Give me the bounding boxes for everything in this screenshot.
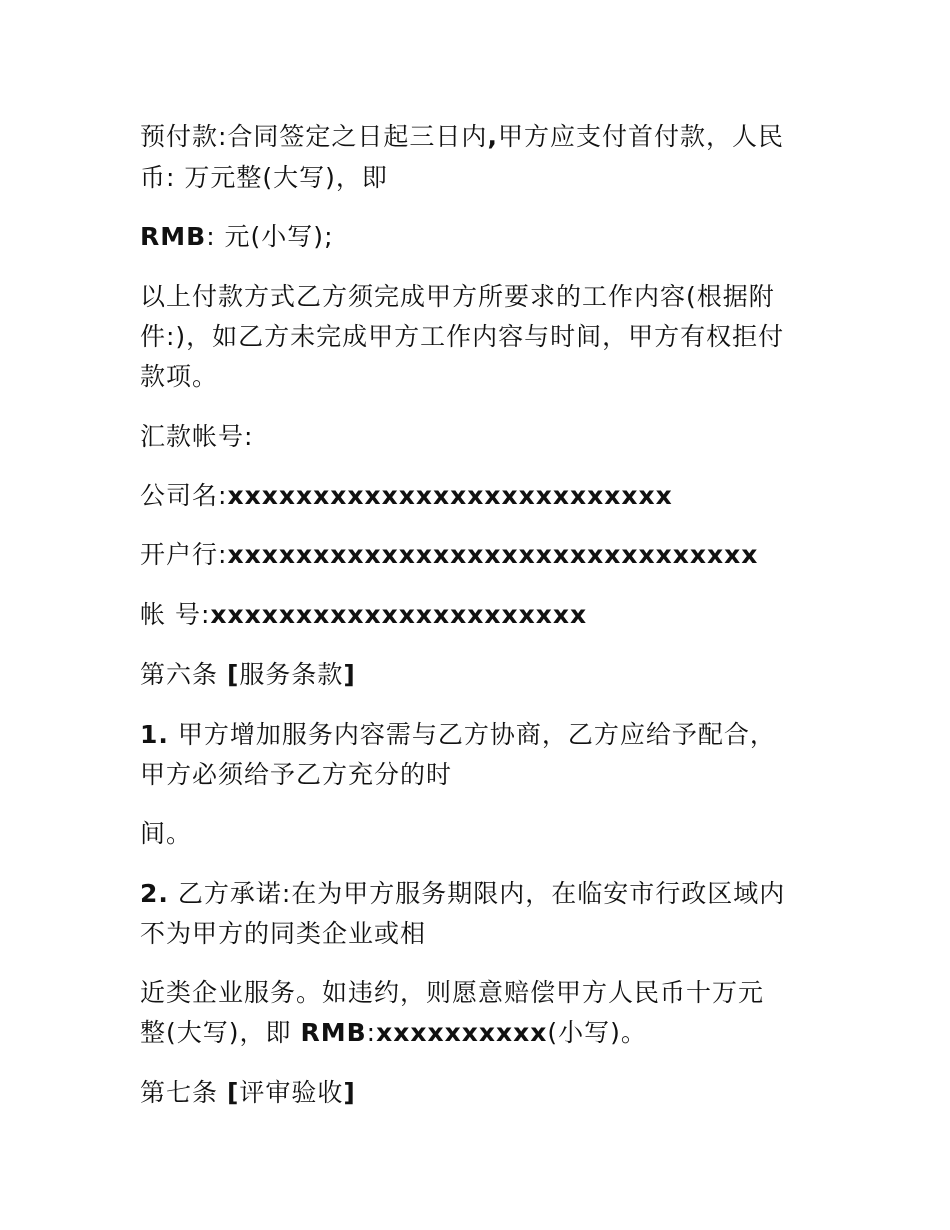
clause-1-line-1	[140, 716, 820, 754]
text-segment: 甲方增加服务内容需与乙方协商，乙方应给予配合，	[168, 720, 776, 749]
text-segment: 近类企业服务。如违约，则愿意赔偿甲方人民币十万元	[140, 978, 765, 1007]
text-segment: xxxxxxxxxxxxxxxxxxxxxxxxxx	[227, 481, 673, 510]
text-segment: 开户行:	[140, 540, 228, 569]
text-segment: 间。	[140, 819, 193, 848]
text-segment: 乙方承诺:在为甲方服务期限内，在临安市行政区域内	[168, 879, 786, 908]
clause-2-line-2	[140, 915, 820, 953]
text-line-company-name	[140, 477, 820, 515]
text-segment: 件:)，如乙方未完成甲方工作内容与时间，甲方有权拒付	[140, 322, 785, 351]
text-line-work-requirement-3	[140, 358, 820, 396]
text-segment: RMB	[140, 222, 207, 251]
text-line-account-number	[140, 596, 820, 634]
text-segment: 1.	[140, 720, 169, 749]
text-line-remittance-account	[140, 418, 820, 456]
text-segment: RMB	[300, 1018, 367, 1047]
text-line-amount-words	[140, 159, 820, 197]
text-segment: 2.	[140, 879, 169, 908]
text-line-prepayment	[140, 118, 820, 156]
clause-2-line-1	[140, 875, 820, 913]
text-segment: xxxxxxxxxxxxxxxxxxxxxxxxxxxxxxx	[227, 540, 759, 569]
section-heading-article-7	[140, 1074, 820, 1112]
text-segment: 甲方必须给予乙方充分的时	[140, 760, 453, 789]
text-line-rmb	[140, 218, 820, 256]
text-segment: 以上付款方式乙方须完成甲方所要求的工作内容(根据附	[140, 282, 775, 311]
text-segment: xxxxxxxxxx	[376, 1018, 548, 1047]
section-heading-article-6	[140, 656, 820, 694]
clause-1-line-2	[140, 756, 820, 794]
clause-2-line-3	[140, 974, 820, 1012]
text-segment: 帐 号:	[140, 600, 211, 629]
clause-2-line-4	[140, 1014, 820, 1052]
text-segment: 服务条款	[239, 660, 344, 689]
text-segment: xxxxxxxxxxxxxxxxxxxxxx	[210, 600, 588, 629]
text-segment: 整(大写)，即	[140, 1018, 301, 1047]
text-segment: 汇款帐号:	[140, 422, 254, 451]
text-segment: ]	[343, 1078, 356, 1107]
text-segment: 预付款:合同签定之日起三日内	[140, 122, 488, 151]
text-segment: (小写)。	[547, 1018, 647, 1047]
text-segment: 第六条	[140, 660, 227, 689]
text-line-bank	[140, 536, 820, 574]
text-segment: 公司名:	[140, 481, 228, 510]
text-segment: : 元(小写);	[206, 222, 334, 251]
text-segment: 币: 万元整(大写)，即	[140, 163, 388, 192]
text-line-work-requirement-1	[140, 278, 820, 316]
text-segment: [	[226, 660, 240, 689]
clause-1-line-3	[140, 815, 820, 853]
text-segment: ,	[487, 122, 498, 151]
text-segment: [	[226, 1078, 240, 1107]
text-segment: 款项。	[140, 362, 219, 391]
text-segment: 甲方应支付首付款，人民	[497, 122, 784, 151]
text-segment: 评审验收	[239, 1078, 344, 1107]
text-segment: ]	[343, 660, 356, 689]
text-segment: :	[366, 1018, 377, 1047]
text-segment: 第七条	[140, 1078, 227, 1107]
text-line-work-requirement-2	[140, 318, 820, 356]
text-segment: 不为甲方的同类企业或相	[140, 919, 427, 948]
